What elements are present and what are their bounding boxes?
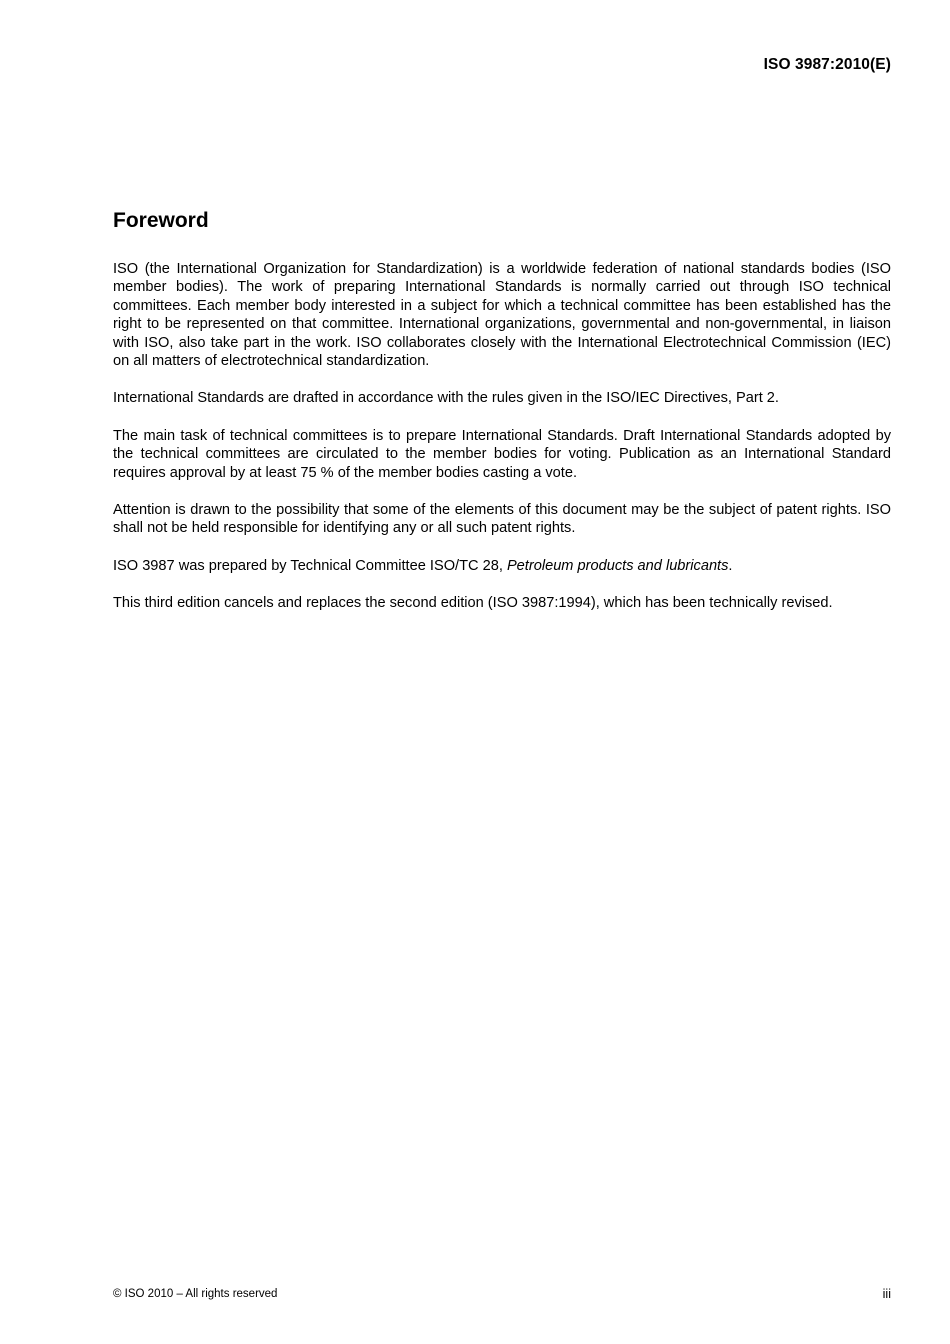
section-title: Foreword [113, 209, 209, 232]
prepared-by-suffix: . [728, 557, 733, 574]
paragraph-patent-rights: Attention is drawn to the possibility that some of the elements of this document may be the subject of patent rights. ISO shall not be held responsible for identifying any or all such patent rights. [113, 502, 891, 537]
footer-page-number: iii [882, 1287, 891, 1301]
footer-copyright: © ISO 2010 – All rights reserved [113, 1288, 278, 1300]
paragraph-iso-federation: ISO (the International Organization for Standardization) is a worldwide federation of national standards bodies (ISO member bodies). The work of preparing International Standards is normally carried out through ISO technical committees. Each member body interested in a subject for which a technical committee has been established has the right to be represented on that committee. International organizations, governmental and non-governmental, in liaison with ISO, also take part in the work. ISO collaborates closely with the International Electrotechnical Commission (IEC) on all matters of electrotechnical standardization. [113, 261, 891, 370]
document-id-header: ISO 3987:2010(E) [763, 56, 891, 73]
foreword-body [113, 260, 891, 632]
prepared-by-prefix: ISO 3987 was prepared by Technical Committee ISO/TC 28, [113, 557, 507, 574]
paragraph-directives: International Standards are drafted in accordance with the rules given in the ISO/IEC Directives, Part 2. [113, 390, 779, 407]
committee-name: Petroleum products and lubricants [506, 557, 729, 574]
paragraph-edition: This third edition cancels and replaces the second edition (ISO 3987:1994), which has been technically revised. [113, 595, 833, 612]
paragraph-prepared-by [113, 557, 891, 575]
paragraph-technical-committees: The main task of technical committees is to prepare International Standards. Draft International Standards adopted by the technical committees are circulated to the member bodies for voting. Publication as an International Standard requires approval by at least 75 % of the member bodies casting a vote. [113, 427, 891, 481]
